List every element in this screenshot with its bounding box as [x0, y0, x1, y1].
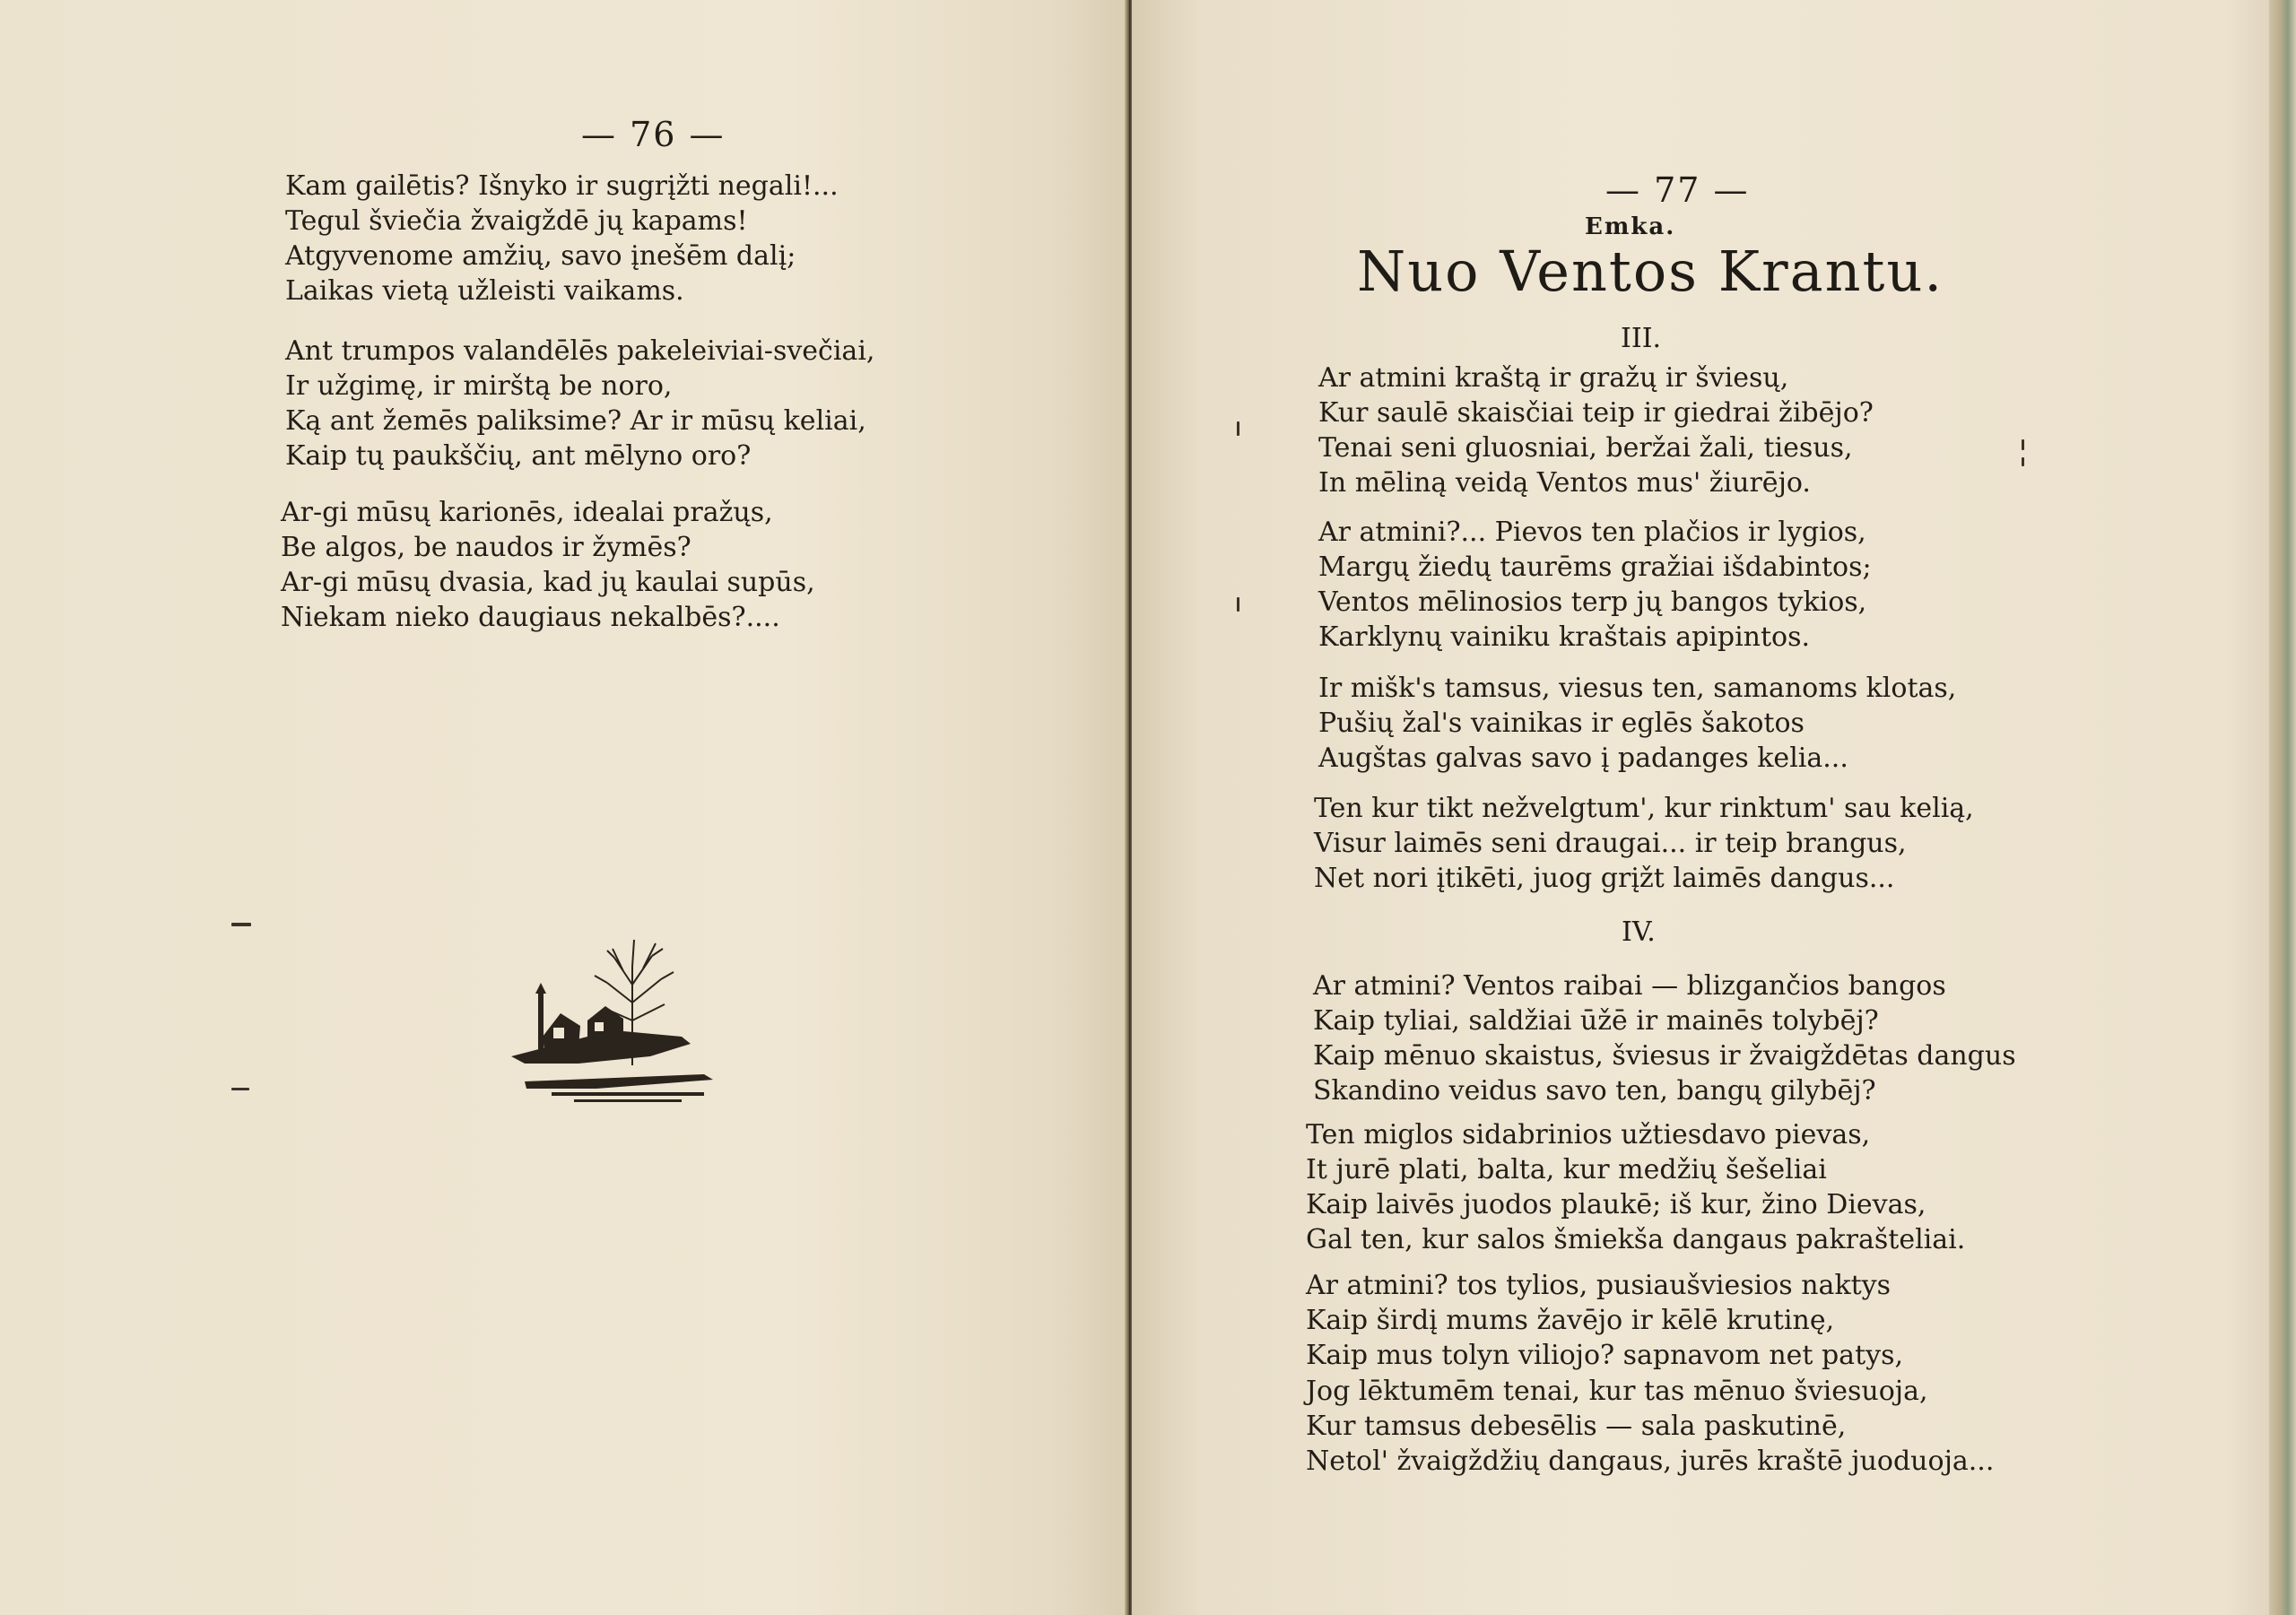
landscape-vignette-icon: [489, 931, 740, 1110]
page-edge: [2269, 0, 2296, 1615]
stanza: [1318, 360, 1874, 500]
verse-line: Laikas vietą užleisti vaikams.: [285, 275, 684, 307]
verse-line: Ką ant žemēs paliksime? Ar ir mūsų keliai,: [285, 405, 866, 437]
verse-line: Kaip mēnuo skaistus, šviesus ir žvaigždētas dangus: [1313, 1040, 2016, 1072]
verse-line: Ir mišk's tamsus, viesus ten, samanoms klotas,: [1318, 673, 1957, 704]
verse-line: Kaip tų paukščių, ant mēlyno oro?: [285, 440, 752, 472]
margin-mark: [2022, 439, 2024, 450]
stanza: [285, 334, 874, 473]
verse-line: Ar atmini?... Pievos ten plačios ir lygios,: [1318, 517, 1866, 548]
verse-line: Gal ten, kur salos šmiekša dangaus pakrašteliai.: [1306, 1224, 1966, 1255]
page-number-left: — 76 —: [581, 115, 726, 154]
margin-mark: [231, 923, 251, 926]
verse-line: Tegul šviečia žvaigždē jų kapams!: [285, 205, 748, 237]
author-name: Emka.: [1585, 213, 1676, 240]
verse-line: Atgyvenome amžių, savo įnešēm dalį;: [285, 240, 796, 272]
margin-mark: [1237, 597, 1239, 612]
verse-line: Kaip tyliai, saldžiai ūžē ir mainēs tolybēj?: [1313, 1005, 1879, 1037]
verse-line: Be algos, be naudos ir žymēs?: [281, 532, 691, 563]
verse-line: Jog lēktumēm tenai, kur tas mēnuo šviesuoja,: [1306, 1376, 1928, 1407]
stanza: [1314, 791, 1974, 896]
verse-line: Ten miglos sidabrinios užtiesdavo pievas,: [1306, 1119, 1871, 1150]
stanza: [1318, 671, 1956, 776]
section-number: IV.: [1622, 916, 1656, 948]
section-number: III.: [1621, 323, 1662, 354]
verse-line: In mēliną veidą Ventos mus' žiurējo.: [1318, 467, 1811, 499]
verse-line: Margų žiedų taurēms gražiai išdabintos;: [1318, 551, 1872, 583]
page-number-right: — 77 —: [1605, 170, 1750, 210]
stanza: [1306, 1117, 1965, 1257]
verse-line: Kaip laivēs juodos plaukē; iš kur, žino Dievas,: [1306, 1189, 1926, 1220]
stanza: [1306, 1374, 1994, 1479]
verse-line: Net nori įtikēti, juog grįžt laimēs dangus...: [1314, 863, 1895, 894]
stanza: [285, 169, 839, 308]
stanza: [1306, 1268, 1903, 1373]
verse-line: Karklynų vainiku kraštais apipintos.: [1318, 621, 1811, 653]
verse-line: Kaip širdį mums žavējo ir kēlē krutinę,: [1306, 1305, 1835, 1336]
verse-line: Visur laimēs seni draugai... ir teip brangus,: [1314, 828, 1907, 859]
verse-line: Ar atmini? Ventos raibai — blizgančios bangos: [1313, 970, 1946, 1002]
verse-line: Ar atmini? tos tylios, pusiaušviesios naktys: [1306, 1270, 1892, 1301]
verse-line: Ar atmini kraštą ir gražų ir šviesų,: [1318, 362, 1789, 394]
verse-line: Kam gailētis? Išnyko ir sugrįžti negali!...: [285, 170, 839, 202]
verse-line: Skandino veidus savo ten, bangų gilybēj?: [1313, 1075, 1876, 1107]
verse-line: Kur tamsus debesēlis — sala paskutinē,: [1306, 1411, 1847, 1442]
stanza: [1313, 968, 2016, 1108]
verse-line: Ar-gi mūsų dvasia, kad jų kaulai supūs,: [281, 567, 815, 598]
poem-title: Nuo Ventos Krantu.: [1357, 239, 1944, 304]
verse-line: Kaip mus tolyn viliojo? sapnavom net patys,: [1306, 1340, 1904, 1371]
margin-mark: [231, 1088, 249, 1090]
verse-line: Augštas galvas savo į padanges kelia...: [1318, 742, 1848, 774]
margin-mark: [2022, 457, 2024, 466]
verse-line: Pušių žal's vainikas ir eglēs šakotos: [1318, 708, 1805, 739]
verse-line: Netol' žvaigždžių dangaus, jurēs kraštē juoduoja...: [1306, 1446, 1995, 1477]
margin-mark: [1237, 421, 1239, 436]
verse-line: Ar-gi mūsų karionēs, idealai pražųs,: [281, 497, 773, 528]
verse-line: Ten kur tikt nežvelgtum', kur rinktum' sau kelią,: [1314, 793, 1974, 824]
stanza: [281, 495, 815, 635]
verse-line: Ventos mēlinosios terp jų bangos tykios,: [1318, 586, 1867, 618]
verse-line: Kur saulē skaisčiai teip ir giedrai žibējo?: [1318, 397, 1874, 429]
left-page: [0, 0, 1128, 1615]
stanza: [1318, 515, 1872, 655]
verse-line: Ant trumpos valandēlēs pakeleiviai-svečiai,: [285, 335, 875, 367]
verse-line: Tenai seni gluosniai, beržai žali, tiesus,: [1318, 432, 1853, 464]
verse-line: Ir užgimę, ir mirštą be noro,: [285, 370, 673, 402]
verse-line: Niekam nieko daugiaus nekalbēs?....: [281, 602, 780, 633]
verse-line: It jurē plati, balta, kur medžių šešeliai: [1306, 1154, 1827, 1185]
